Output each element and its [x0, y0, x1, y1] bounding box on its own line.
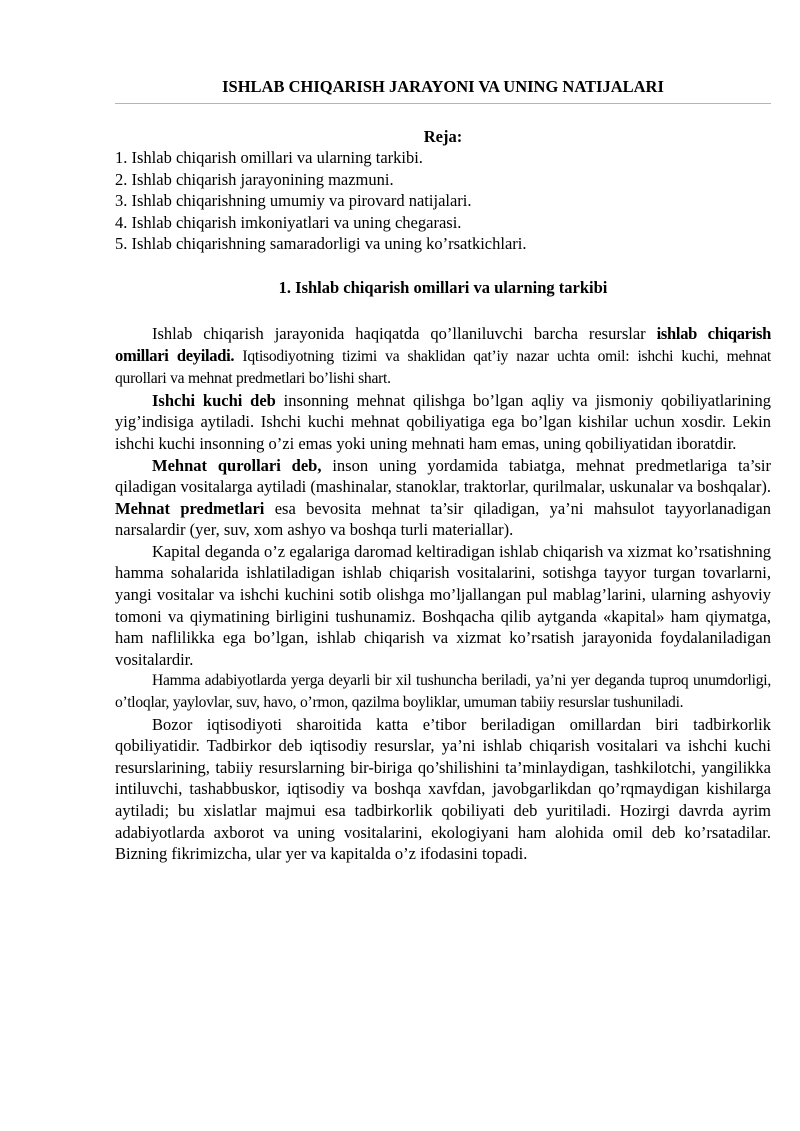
- plan-item: 3. Ishlab chiqarishning umumiy va pirovard natijalari.: [115, 191, 472, 211]
- paragraph-text: Bozor iqtisodiyoti sharoitida katta e’tibor beriladigan omillardan biri tadbirkorlik qobiliyatidir. Tadbirkor deb iqtisodiy resurslar, ya’ni ishlab chiqarish vositalari va ishchi kuchi resurslarining, tabiiy resurslarning bir-biriga qo’shilishini ta’minlaydigan, tashkilotchi, yangilikka intiluvchi, tashabbuskor, iqtisodiy va boshqa xavfdan, javobgarlikdan qo’rqmaydigan kishilarga aytiladi; bu xislatlar majmui esa tadbirkorlik qobiliyati deb yuritiladi. Hozirgi davrda ayrim adabiyotlarda axborot va uning vositalarini, ekologiyani ham alohida omil deb ko’rsatadilar. Bizning fikrimizcha, ular yer va kapitalda o’z ifodasini topadi.: [115, 714, 771, 864]
- plan-item: 1. Ishlab chiqarish omillari va ularning tarkibi.: [115, 148, 423, 168]
- term-labor-tools: Mehnat qurollari deb,: [152, 455, 322, 475]
- paragraph-text: inson uning yordamida tabiatga, mehnat predmetlariga ta’sir qiladigan vositalarga aytiladi (mashinalar, stanoklar, traktorlar, qurilmalar, uskunalar va boshqalar).: [115, 455, 771, 497]
- plan-heading: Reja:: [423, 127, 463, 147]
- document-title: ISHLAB CHIQARISH JARAYONI VA UNING NATIJALARI: [115, 76, 771, 104]
- plan-item: 4. Ishlab chiqarish imkoniyatlari va uning chegarasi.: [115, 212, 462, 232]
- paragraph-entrepreneurship: [115, 714, 771, 865]
- plan-item: 5. Ishlab chiqarishning samaradorligi va uning ko’rsatkichlari.: [115, 234, 527, 254]
- paragraph-factors-definition: [115, 323, 771, 390]
- plan-section: [115, 126, 771, 255]
- plan-item: 2. Ishlab chiqarish jarayonining mazmuni.: [115, 169, 394, 189]
- section-heading: 1. Ishlab chiqarish omillari va ularning tarkibi: [278, 277, 608, 297]
- paragraph-labor-force: [115, 390, 771, 455]
- paragraph-text: esa bevosita mehnat ta’sir qiladigan, ya’ni mahsulot tayyorlanadigan narsalardir (yer, suv, xom ashyo va boshqa turli materiallar).: [115, 498, 771, 540]
- paragraph-land: [115, 670, 771, 713]
- term-labor-objects: Mehnat predmetlari: [115, 498, 265, 518]
- paragraph-text: Iqtisodiyotning tizimi va shaklidan qat’iy nazar uchta omil: ishchi kuchi, mehnat qurollari va mehnat predmetlari bo’lishi shart.: [115, 347, 771, 388]
- paragraph-capital: [115, 541, 771, 671]
- term-labor-force: Ishchi kuchi deb: [152, 390, 276, 410]
- paragraph-text: Kapital deganda o’z egalariga daromad keltiradigan ishlab chiqarish va xizmat ko’rsatishning hamma sohalarida ishlatiladigan ishlab chiqarish vositalarini, sotishga tayyor turgan tovarlarni, yangi vositalar va ishchi kuchini sotib olishga mo’ljallangan pul mablag’larini, ularning ashyoviy tomoni va qiymatining birligini tushunamiz. Boshqacha qilib aytganda «kapital» ham qiymatga, ham naflilikka ega bo’lgan, ishlab chiqarish va xizmat ko’rsatish jarayonida foydalaniladigan vositalardir.: [115, 541, 771, 669]
- paragraph-text: insonning mehnat qilishga bo’lgan aqliy va jismoniy qobiliyatlarining yig’indisiga aytiladi. Ishchi kuchi mehnat qobiliyatiga ega bo’lgan kishilar uchun xosdir. Lekin ishchi kuchi insonning o’zi emas yoki uning mehnati ham emas, uning qobiliyatidan iboratdir.: [115, 390, 772, 453]
- paragraph-labor-tools: [115, 455, 771, 541]
- paragraph-text: Ishlab chiqarish jarayonida haqiqatda qo’llaniluvchi barcha resurslar: [152, 323, 657, 343]
- plan-list: [115, 147, 771, 255]
- paragraph-text: Hamma adabiyotlarda yerga deyarli bir xil tushuncha beriladi, ya’ni yer deganda tuproq unumdorligi, o’tloqlar, yaylovlar, suv, havo, o’rmon, qazilma boyliklar, umuman tabiiy resurslar tushuniladi.: [115, 672, 771, 712]
- document-page: [115, 76, 771, 865]
- term-production-factors: ishlab chiqarish omillari deyiladi.: [115, 323, 771, 365]
